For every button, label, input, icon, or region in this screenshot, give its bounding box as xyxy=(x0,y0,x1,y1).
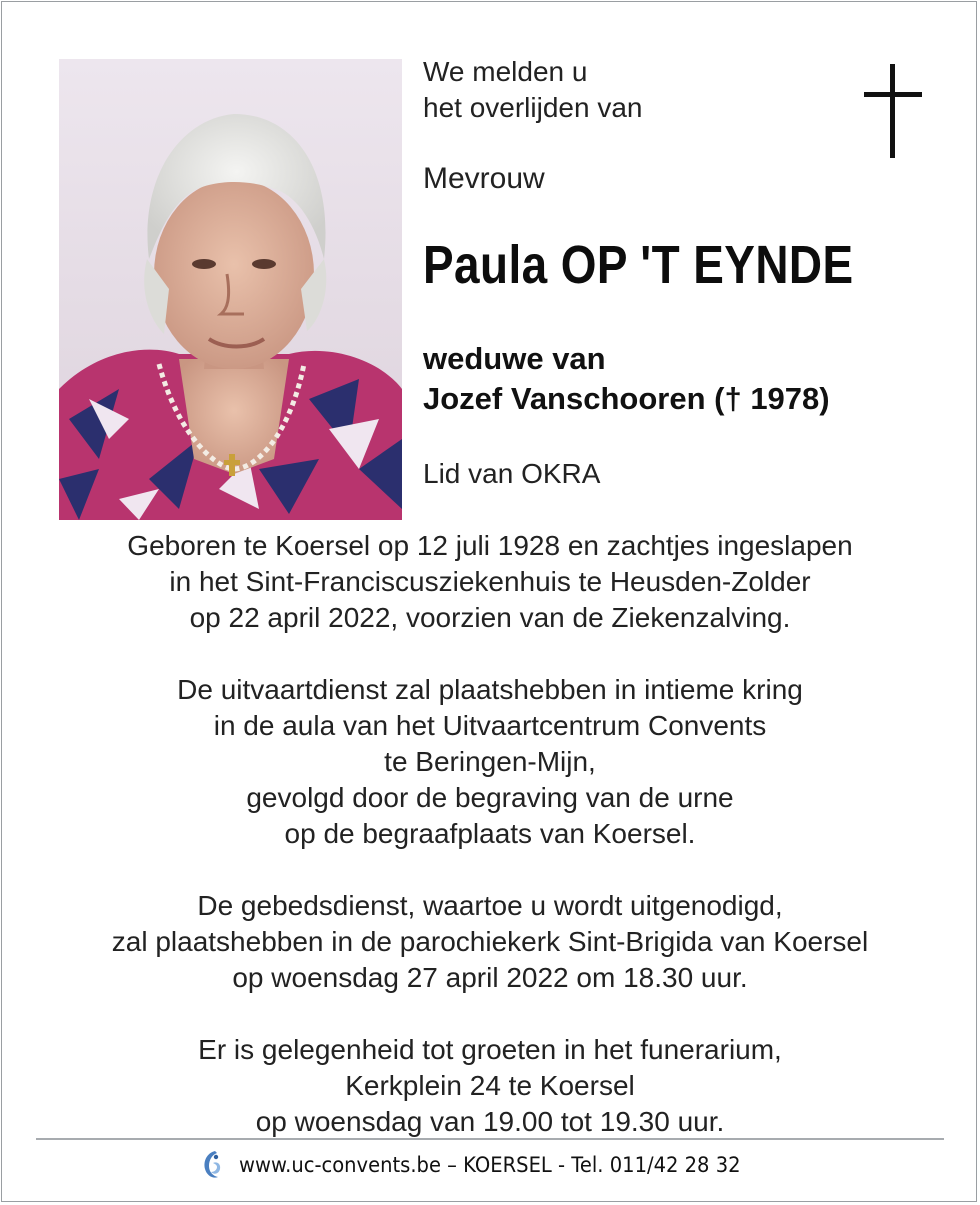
footer-divider xyxy=(36,1138,944,1140)
paragraph-line: Er is gelegenheid tot groeten in het funerarium, xyxy=(198,1034,782,1065)
paragraph-line: te Beringen-Mijn, xyxy=(384,746,596,777)
salutation: Mevrouw xyxy=(423,162,545,195)
funeral-service-paragraph xyxy=(0,672,980,852)
paragraph-line: op woensdag 27 april 2022 om 18.30 uur. xyxy=(232,962,748,993)
birth-death-paragraph xyxy=(0,528,980,636)
paragraph-line: De uitvaartdienst zal plaatshebben in intieme kring xyxy=(177,674,803,705)
paragraph-line: Kerkplein 24 te Koersel xyxy=(345,1070,635,1101)
relation-line-1: weduwe van xyxy=(423,341,606,376)
paragraph-line: op 22 april 2022, voorzien van de Ziekenzalving. xyxy=(189,602,791,633)
deceased-name: Paula OP 'T EYNDE xyxy=(423,235,854,295)
relation-block xyxy=(423,339,830,419)
membership: Lid van OKRA xyxy=(423,458,601,489)
relation-line-2: Jozef Vanschooren († 1978) xyxy=(423,381,830,416)
intro-line-1: We melden u xyxy=(423,56,588,87)
announcement-body xyxy=(0,528,980,1176)
footer-contact: www.uc-convents.be – KOERSEL - Tel. 011/42 28 32 xyxy=(239,1153,741,1177)
paragraph-line: Geboren te Koersel op 12 juli 1928 en zachtjes ingeslapen xyxy=(127,530,853,561)
footer xyxy=(0,1148,980,1182)
paragraph-line: in de aula van het Uitvaartcentrum Convents xyxy=(213,710,767,741)
paragraph-line: gevolgd door de begraving van de urne xyxy=(246,782,734,813)
cross-icon xyxy=(864,64,922,158)
announcement-intro xyxy=(423,54,642,126)
prayer-service-paragraph xyxy=(0,888,980,996)
intro-line-2: het overlijden van xyxy=(423,92,643,123)
paragraph-line: op woensdag van 19.00 tot 19.30 uur. xyxy=(255,1106,725,1137)
portrait-photo xyxy=(59,59,402,520)
paragraph-line: in het Sint-Franciscusziekenhuis te Heusden-Zolder xyxy=(169,566,811,597)
paragraph-line: De gebedsdienst, waartoe u wordt uitgenodigd, xyxy=(197,890,783,921)
convents-logo-icon xyxy=(201,1149,225,1181)
paragraph-line: zal plaatshebben in de parochiekerk Sint-Brigida van Koersel xyxy=(111,926,869,957)
visitation-paragraph xyxy=(0,1032,980,1140)
paragraph-line: op de begraafplaats van Koersel. xyxy=(284,818,696,849)
